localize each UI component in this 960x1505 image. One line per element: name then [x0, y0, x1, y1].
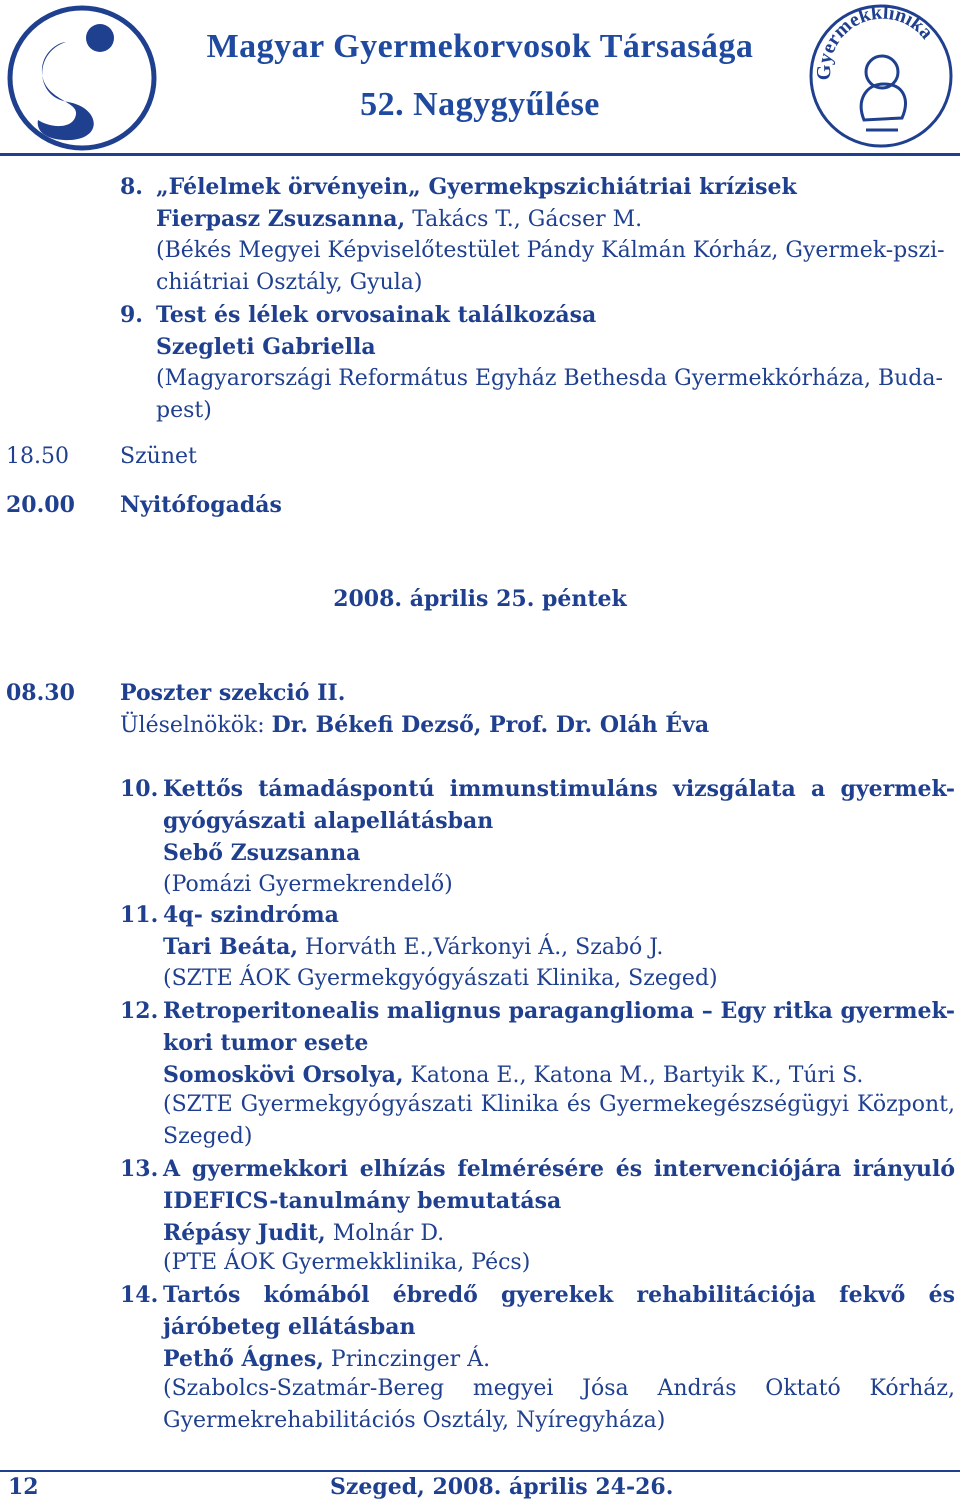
gyermekklinika-logo [806, 0, 956, 156]
item-institution: (Békés Megyei Képviselőtestület Pándy Kálmán Kórház, Gyermek-pszi- [156, 238, 945, 263]
society-logo [4, 2, 164, 156]
first-author: Tari Beáta, [163, 934, 299, 960]
item-institution: pest) [156, 398, 212, 423]
item-number: 10. [120, 776, 159, 802]
item-number: 9. [120, 302, 143, 328]
header-title: Magyar Gyermekorvosok Társasága [206, 28, 754, 65]
first-author: Pethő Ágnes, [163, 1346, 324, 1372]
day-heading: 2008. április 25. péntek [333, 586, 627, 612]
schedule-label: Nyitófogadás [120, 492, 282, 518]
co-authors: Molnár D. [325, 1221, 445, 1246]
co-authors: Princzinger Á. [323, 1347, 491, 1372]
item-authors [163, 1344, 490, 1375]
item-number: 11. [120, 902, 159, 928]
first-author: Somoskövi Orsolya, [163, 1062, 404, 1088]
item-number: 12. [120, 998, 159, 1024]
item-authors [163, 932, 663, 963]
session-title: Poszter szekció II. [120, 680, 346, 706]
item-institution: (Pomázi Gyermekrendelő) [163, 872, 453, 897]
item-institution: (Magyarországi Református Egyház Bethesda Gyermekkórháza, Buda- [156, 366, 943, 391]
schedule-label: Szünet [120, 444, 197, 469]
schedule-time: 08.30 [6, 680, 75, 706]
logo-text: Gyermekklinika [813, 1, 938, 81]
chairs-names: Dr. Békefi Dezső, Prof. Dr. Oláh Éva [271, 712, 710, 738]
item-title: Retroperitonealis malignus paraganglioma – Egy ritka gyermek- [163, 998, 955, 1024]
item-title: A gyermekkori elhízás felmérésére és intervenciójára irányuló [163, 1156, 955, 1182]
header-divider [0, 153, 960, 156]
item-title: járóbeteg ellátásban [163, 1314, 416, 1340]
chairs-label: Üléselnökök: [120, 713, 272, 738]
co-authors: Takács T., Gácser M. [405, 207, 643, 232]
item-title: Tartós kómából ébredő gyerekek rehabilitációja fekvő és [163, 1282, 955, 1308]
item-authors [156, 204, 642, 235]
page-number: 12 [8, 1474, 39, 1500]
svg-text:Gyermekklinika [813, 1, 938, 80]
item-institution: (SZTE ÁOK Gyermekgyógyászati Klinika, Szeged) [163, 966, 718, 991]
item-title: „Félelmek örvényein„ Gyermekpszichiátriai krízisek [156, 174, 797, 200]
item-authors [163, 1218, 444, 1249]
item-institution: Gyermekrehabilitációs Osztály, Nyíregyháza) [163, 1408, 666, 1433]
item-title: Test és lélek orvosainak találkozása [156, 302, 597, 328]
co-authors: Horváth E.,Várkonyi Á., Szabó J. [298, 935, 664, 960]
first-author: Szegleti Gabriella [156, 334, 376, 360]
item-institution: chiátriai Osztály, Gyula) [156, 270, 423, 295]
item-number: 8. [120, 174, 143, 200]
header-subtitle: 52. Nagygyűlése [360, 86, 600, 123]
item-number: 14. [120, 1282, 159, 1308]
item-authors [163, 1060, 863, 1091]
first-author: Sebő Zsuzsanna [163, 840, 361, 866]
item-number: 13. [120, 1156, 159, 1182]
item-title: 4q- szindróma [163, 902, 339, 928]
session-chairs [120, 710, 709, 741]
item-title: kori tumor esete [163, 1030, 369, 1056]
item-institution: Szeged) [163, 1124, 253, 1149]
item-institution: (SZTE Gyermekgyógyászati Klinika és Gyermekegészségügyi Központ, [163, 1092, 955, 1117]
schedule-time: 18.50 [6, 444, 69, 469]
footer-location-date: Szeged, 2008. április 24-26. [330, 1474, 674, 1500]
first-author: Fierpasz Zsuzsanna, [156, 206, 406, 232]
first-author: Répásy Judit, [163, 1220, 326, 1246]
item-institution: (Szabolcs-Szatmár-Bereg megyei Jósa András Oktató Kórház, [163, 1376, 955, 1401]
item-title: IDEFICS-tanulmány bemutatása [163, 1188, 562, 1214]
co-authors: Katona E., Katona M., Bartyik K., Túri S. [403, 1063, 864, 1088]
schedule-time: 20.00 [6, 492, 75, 518]
item-title: Kettős támadáspontú immunstimuláns vizsgálata a gyermek- [163, 776, 955, 802]
item-title: gyógyászati alapellátásban [163, 808, 494, 834]
footer-divider [0, 1470, 960, 1472]
item-institution: (PTE ÁOK Gyermekklinika, Pécs) [163, 1250, 531, 1275]
